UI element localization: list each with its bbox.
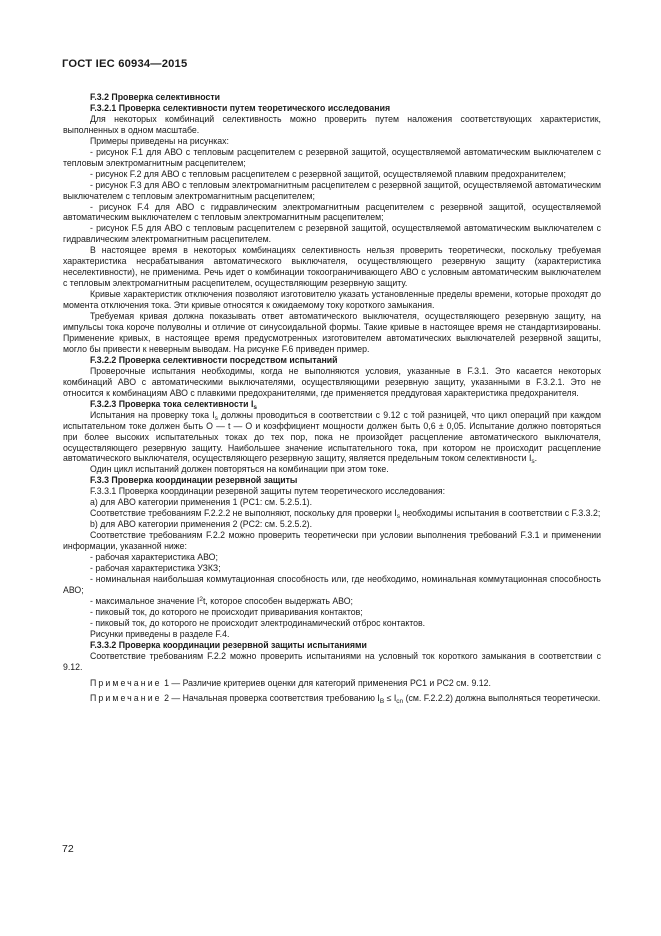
body-paragraph bbox=[63, 563, 601, 574]
subscript: cn bbox=[396, 698, 404, 706]
note-paragraph bbox=[63, 693, 601, 704]
body-paragraph bbox=[63, 114, 601, 136]
text-run: Один цикл испытаний должен повторяться на комбинации при этом токе. bbox=[90, 464, 389, 475]
body-paragraph bbox=[63, 180, 601, 202]
text-run: 1 — Различие критериев оценки для категорий применения PC1 и PC2 см. 9.12. bbox=[161, 677, 491, 688]
body-paragraph bbox=[63, 618, 601, 629]
text-run: . bbox=[534, 453, 538, 464]
text-run: Требуемая кривая должна показывать ответ автоматического выключателя, осуществляющего резервную защиту, на импульсы тока короче полуволны и отличие от синусоидальной формы. Такие кривые в настоящее время не стандартизированы. Применение кривых, в настоящее время предусмотренных изготовителем автоматических выключателей резервной защиты, могло бы привести к неверным выводам. На рисунке F.6 приведен пример. bbox=[63, 311, 601, 354]
text-run: - пиковый ток, до которого не происходит приваривания контактов; bbox=[90, 606, 363, 617]
note-label: Примечание bbox=[90, 677, 162, 688]
text-run: Испытания на проверку тока I bbox=[90, 409, 215, 420]
body-paragraph bbox=[63, 486, 601, 497]
text-run: a) для АВО категории применения 1 (PC1: см. 5.2.5.1). bbox=[90, 497, 313, 508]
body-paragraph bbox=[63, 410, 601, 465]
page-number: 72 bbox=[62, 843, 74, 855]
subscript: s bbox=[253, 403, 258, 411]
text-run: Проверочные испытания необходимы, когда не выполняются условия, указанные в F.3.1. Это касается некоторых комбинаций АВО с автоматическими выключателями, осуществляющими резервную защиту, указанными в F.3.2.1. Это не относится к комбинациям АВО с плавкими предохранителями, где применяется преддуговая характеристика предохранителя. bbox=[63, 365, 601, 398]
body-paragraph bbox=[63, 289, 601, 311]
text-run: F.3.3.1 Проверка координации резервной защиты путем теоретического исследования: bbox=[90, 486, 445, 497]
text-run: - рабочая характеристика АВО; bbox=[90, 552, 218, 563]
body-paragraph bbox=[63, 574, 601, 596]
section-heading bbox=[63, 399, 601, 410]
text-run: (см. F.2.2.2) должна выполняться теоретически. bbox=[403, 693, 601, 704]
body-paragraph bbox=[63, 223, 601, 245]
text-run: F.3.3.2 Проверка координации резервной защиты испытаниями bbox=[90, 639, 367, 650]
text-run: F.3.3 Проверка координации резервной защиты bbox=[90, 475, 298, 486]
body-paragraph bbox=[63, 147, 601, 169]
section-heading bbox=[63, 92, 601, 103]
section-heading bbox=[63, 640, 601, 651]
section-heading bbox=[63, 475, 601, 486]
text-run: b) для АВО категории применения 2 (PC2: см. 5.2.5.2). bbox=[90, 519, 313, 530]
text-run: - рабочая характеристика УЗКЗ; bbox=[90, 562, 221, 573]
text-run: - номинальная наибольшая коммутационная способность или, где необходимо, номинальная коммутационная способность АВО; bbox=[63, 573, 601, 595]
text-run: Соответствие требованиям F.2.2.2 не выполняют, поскольку для проверки I bbox=[90, 508, 397, 519]
body-paragraph bbox=[63, 651, 601, 673]
body-paragraph bbox=[63, 552, 601, 563]
document-body bbox=[63, 92, 601, 704]
subscript: s bbox=[531, 458, 535, 466]
text-run: - рисунок F.4 для АВО с гидравлическим электромагнитным расцепителем с резервной защитой, осуществляемой автоматическим выключателем с тепловым электромагнитным расцепителем; bbox=[63, 201, 601, 223]
body-paragraph bbox=[63, 169, 601, 180]
note-label: Примечание bbox=[90, 693, 162, 704]
text-run: 2 — Начальная проверка соответствия требованию I bbox=[161, 693, 380, 704]
text-run: t, которое способен выдержать АВО; bbox=[202, 595, 353, 606]
text-run: - пиковый ток, до которого не происходит электродинамический отброс контактов. bbox=[90, 617, 426, 628]
body-paragraph bbox=[63, 245, 601, 289]
subscript: B bbox=[379, 698, 385, 706]
text-run: Кривые характеристик отключения позволяют изготовителю указать установленные пределы времени, которые проходят до момента отключения тока. Эти кривые относятся к ожидаемому току короткого замыкания. bbox=[63, 289, 601, 311]
text-run: F.3.2 Проверка селективности bbox=[90, 92, 221, 102]
text-run: В настоящее время в некоторых комбинациях селективность нельзя проверить теоретически, поскольку требуемая характеристика несрабатывания автоматического выключателя, осуществляющего резервную защиту (характеристика неселективности), не применима. Речь идет о комбинации токоограничивающего АВО с условным автоматическим выключателем с тепловым электромагнитным расцепителем, осуществляющим резервную защиту. bbox=[63, 245, 601, 289]
section-heading bbox=[63, 355, 601, 366]
note-paragraph bbox=[63, 678, 601, 689]
body-paragraph bbox=[63, 311, 601, 355]
text-run: - рисунок F.2 для АВО с тепловым расцепителем с резервной защитой, осуществляемой плавким предохранителем; bbox=[90, 168, 566, 179]
body-paragraph bbox=[63, 366, 601, 399]
text-run: необходимы испытания в соответствии с F.3.3.2; bbox=[400, 508, 601, 519]
body-paragraph bbox=[63, 508, 601, 519]
text-run: Для некоторых комбинаций селективность можно проверить путем наложения соответствующих характеристик, выполненных в одном масштабе. bbox=[63, 113, 601, 135]
text-run: - рисунок F.3 для АВО с тепловым электромагнитным расцепителем с резервной защитой, осуществляемой автоматическим выключателем с тепловым электромагнитным расцепителем; bbox=[63, 179, 601, 201]
text-run: F.3.2.2 Проверка селективности посредством испытаний bbox=[90, 354, 338, 365]
body-paragraph bbox=[63, 519, 601, 530]
superscript: 2 bbox=[199, 595, 203, 603]
body-paragraph bbox=[63, 596, 601, 607]
body-paragraph bbox=[63, 530, 601, 552]
body-paragraph bbox=[63, 629, 601, 640]
body-paragraph bbox=[63, 607, 601, 618]
text-run: - рисунок F.1 для АВО с тепловым расцепителем с резервной защитой, осуществляемой автоматическим выключателем с тепловым электромагнитным расцепителем; bbox=[63, 146, 601, 168]
text-run: - рисунок F.5 для АВО с тепловым расцепителем с резервной защитой, осуществляемой автоматическим выключателем с гидравлическим электромагнитным расцепителем. bbox=[63, 223, 601, 245]
text-run: - максимальное значение I bbox=[90, 595, 200, 606]
body-paragraph bbox=[63, 464, 601, 475]
subscript: s bbox=[396, 513, 401, 521]
body-paragraph bbox=[63, 202, 601, 224]
text-run: Соответствие требованиям F.2.2 можно проверить теоретически при условии выполнения требований F.3.1 и применении информации, указанной ниже: bbox=[63, 530, 601, 552]
body-paragraph bbox=[63, 497, 601, 508]
text-run: Соответствие требованиям F.2.2 можно проверить испытаниями на условный ток короткого замыкания в соответствии с 9.12. bbox=[63, 650, 601, 672]
text-run: F.3.2.1 Проверка селективности путем теоретического исследования bbox=[90, 102, 391, 113]
document-header: ГОСТ IEC 60934—2015 bbox=[62, 58, 188, 70]
text-run: Примеры приведены на рисунках: bbox=[90, 135, 229, 146]
text-run: ≤ I bbox=[384, 693, 397, 704]
body-paragraph bbox=[63, 136, 601, 147]
subscript: s bbox=[214, 414, 218, 422]
section-heading bbox=[63, 103, 601, 114]
text-run: должны проводиться в соответствии с 9.12 с той разницей, что цикл операций при каждом испытательном токе должен быть О — t — О и коэффициент мощности должен быть 0,6 ± 0,05. Испытание должно повторяться при более высоких испытательных токах до тех пор, пока не произойдет расцепление автоматического выключателя, осуществляющего резервную защиту. Наибольшее значение испытательного тока, при котором не происходит расцепление автоматического выключателя, осуществляющего резервную защиту, является предельным током селективности I bbox=[63, 409, 601, 464]
text-run: Рисунки приведены в разделе F.4. bbox=[90, 628, 230, 639]
text-run: F.3.2.3 Проверка тока селективности I bbox=[90, 398, 254, 409]
